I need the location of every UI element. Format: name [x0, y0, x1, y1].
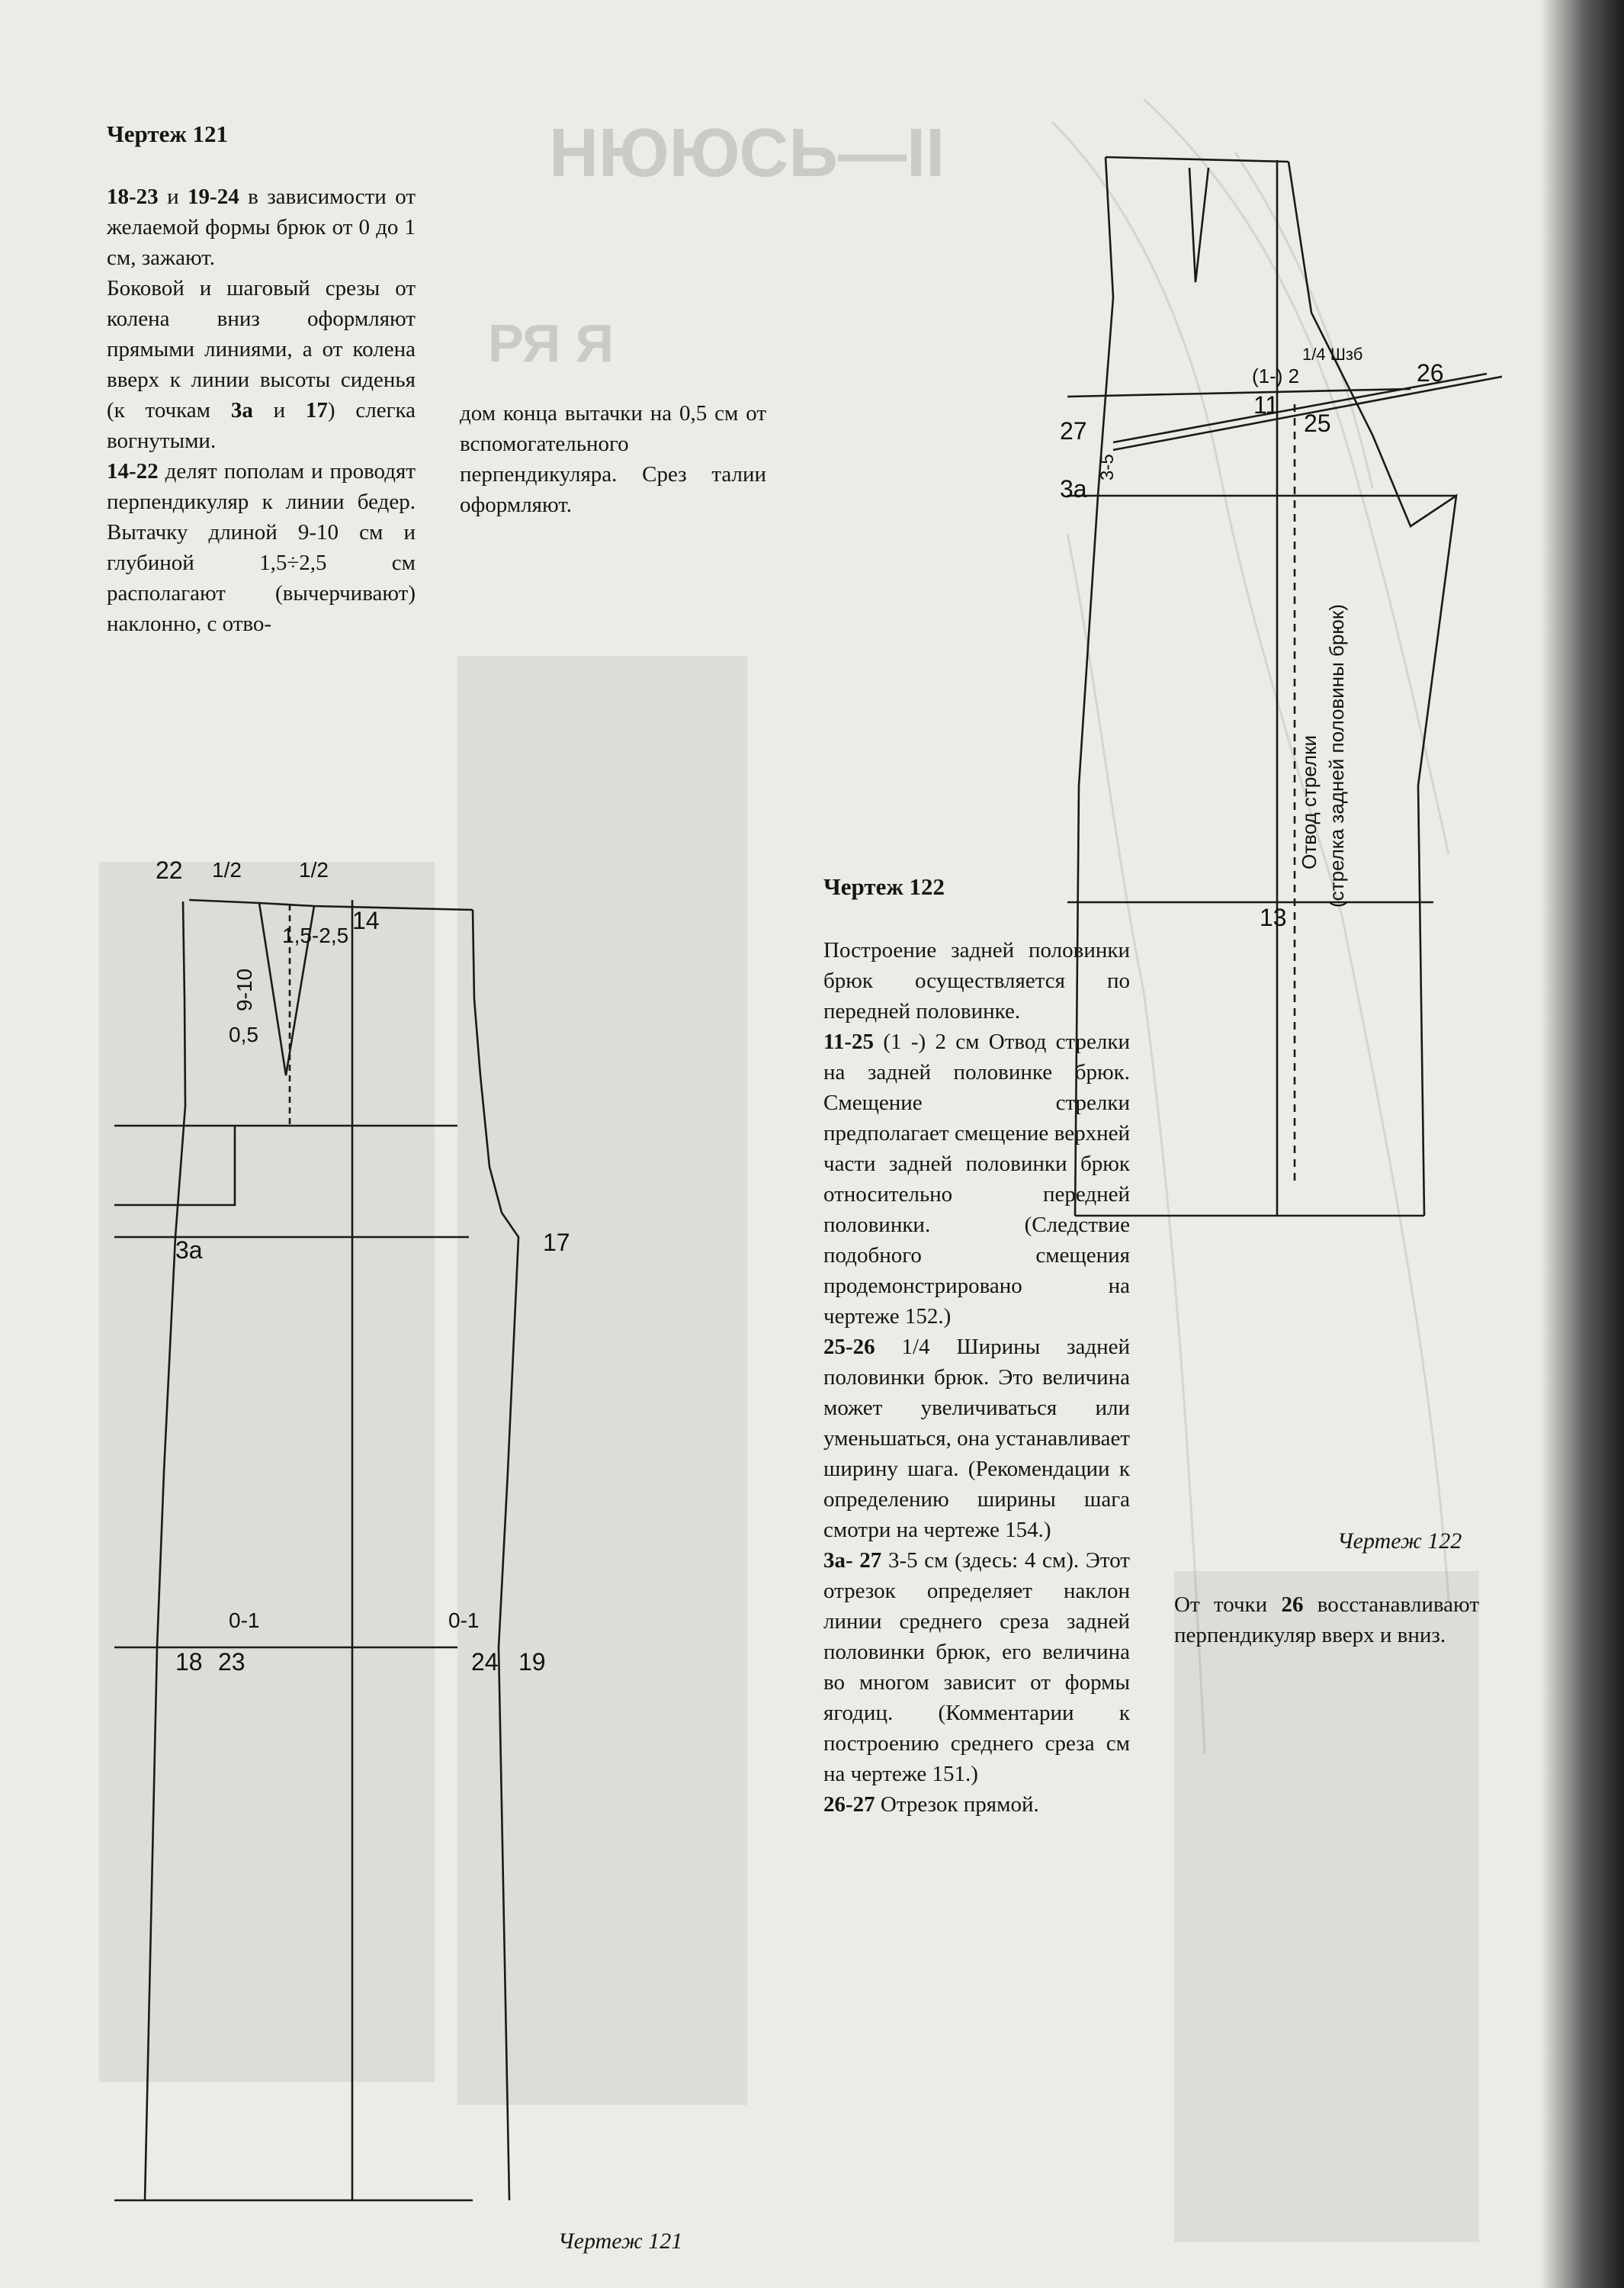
- label-half-right: 1/2: [299, 858, 329, 882]
- label-23: 23: [218, 1648, 246, 1676]
- drawing-122-title: Чертеж 122: [823, 873, 945, 900]
- drawing-121-title: Чертеж 121: [107, 121, 229, 147]
- paragraph-26-perp: От точки 26 восстанавливают перпендикуляр вверх и вниз.: [1174, 1592, 1479, 1647]
- paragraph-26-27: 26-27 Отрезок прямой.: [823, 1792, 1039, 1817]
- waist-line: [189, 900, 473, 910]
- label-dart-length: 9-10: [233, 968, 256, 1011]
- book-spine-shadow: [1540, 0, 1624, 2288]
- crotch-seam: [473, 910, 518, 2200]
- paragraph-3a-27: 3а- 27 3-5 см (здесь: 4 см). Этот отрезок определяет наклон линии среднего среза задней половинки брюк, его величина во многом зависит от формы ягодиц. (Комментарии к построению среднего среза см на чертеже 151.): [823, 1548, 1130, 1786]
- label-27: 27: [1060, 417, 1087, 445]
- paragraph-shape-note: 18-23 и 19-24 в зависимости от желаемой формы брюк от 0 до 1 см, зажают.: [107, 185, 416, 270]
- bleed-through-heading-2: РЯ Я: [488, 313, 615, 373]
- label-17: 17: [543, 1229, 570, 1256]
- label-22: 22: [156, 856, 183, 884]
- label-25: 25: [1304, 410, 1331, 437]
- paragraph-intro: Построение задней половинки брюк осуществляется по передней половинке.: [823, 938, 1130, 1023]
- paragraph-11-25: 11-25 (1 -) 2 см Отвод стрелки на задней половинке брюк. Смещение стрелки предполагает смещение верхней части задней половинки брюк относительно передней половинки. (Следствие подобного смещения продемонстрировано на чертеже 152.): [823, 1030, 1130, 1329]
- label-24: 24: [471, 1648, 499, 1676]
- paragraph-seams: Боковой и шаговый срезы от колена вниз оформляют прямыми линиями, а от колена вверх к линии высоты сиденья (к точкам 3а и 17) слегка вогнутыми.: [107, 276, 416, 453]
- label-11: 11: [1253, 391, 1279, 419]
- label-left-shift: 0-1: [229, 1608, 260, 1632]
- label-shift: (1-) 2: [1252, 365, 1300, 387]
- label-18: 18: [175, 1648, 203, 1676]
- dart-back: [1189, 168, 1208, 282]
- label-3a-back: 3а: [1060, 475, 1087, 503]
- text-column-2: [460, 398, 766, 520]
- label-13: 13: [1260, 904, 1287, 931]
- hip-line-back: [1067, 389, 1411, 397]
- label-quarter-width: 1/4 Шзб: [1302, 345, 1363, 364]
- drawing-121-caption: Чертеж 121: [558, 2229, 683, 2254]
- label-right-shift: 0-1: [448, 1608, 480, 1632]
- label-arrow-offset-note: (стрелка задней половины брюк): [1325, 604, 1348, 908]
- label-half-left: 1/2: [212, 858, 242, 882]
- label-range: 3-5: [1097, 454, 1118, 480]
- paragraph-dart: 14-22 делят пополам и проводят перпендикуляр к линии бедер. Вытачку длиной 9-10 см и глубиной 1,5÷2,5 см располагают (вычерчивают) наклонно, с отво-: [107, 459, 416, 636]
- label-19: 19: [518, 1648, 546, 1676]
- bleed-through-heading: НЮЮСЬ—II: [549, 115, 945, 191]
- label-arrow-offset: Отвод стрелки: [1298, 735, 1321, 869]
- drawing-121-pattern: [99, 847, 572, 2212]
- label-offset: 0,5: [229, 1023, 258, 1046]
- paragraph-dart-continued: дом конца вытачки на 0,5 см от вспомогательного перпендикуляра. Срез талии оформляют.: [460, 401, 766, 517]
- side-inner: [114, 1126, 235, 1205]
- label-dart-width: 1,5-2,5: [282, 924, 349, 947]
- text-column-1: [107, 182, 416, 639]
- waist-line-back: [1106, 157, 1289, 162]
- side-seam: [145, 901, 185, 2200]
- text-column-4: [1174, 1589, 1479, 1650]
- label-3a: 3а: [175, 1236, 203, 1264]
- label-14: 14: [352, 907, 380, 934]
- drawing-122-pattern: [1060, 145, 1502, 1548]
- drawing-122-caption: Чертеж 122: [1337, 1528, 1462, 1554]
- paragraph-25-26: 25-26 1/4 Ширины задней половинки брюк. Это величина может увеличиваться или уменьшаться, она устанавливает ширину шага. (Рекомендации к определению ширины шага смотри на чертеже 154.): [823, 1335, 1130, 1542]
- crotch-seam-back: [1289, 162, 1456, 1216]
- side-seam-back: [1075, 157, 1113, 1216]
- label-26: 26: [1417, 359, 1444, 387]
